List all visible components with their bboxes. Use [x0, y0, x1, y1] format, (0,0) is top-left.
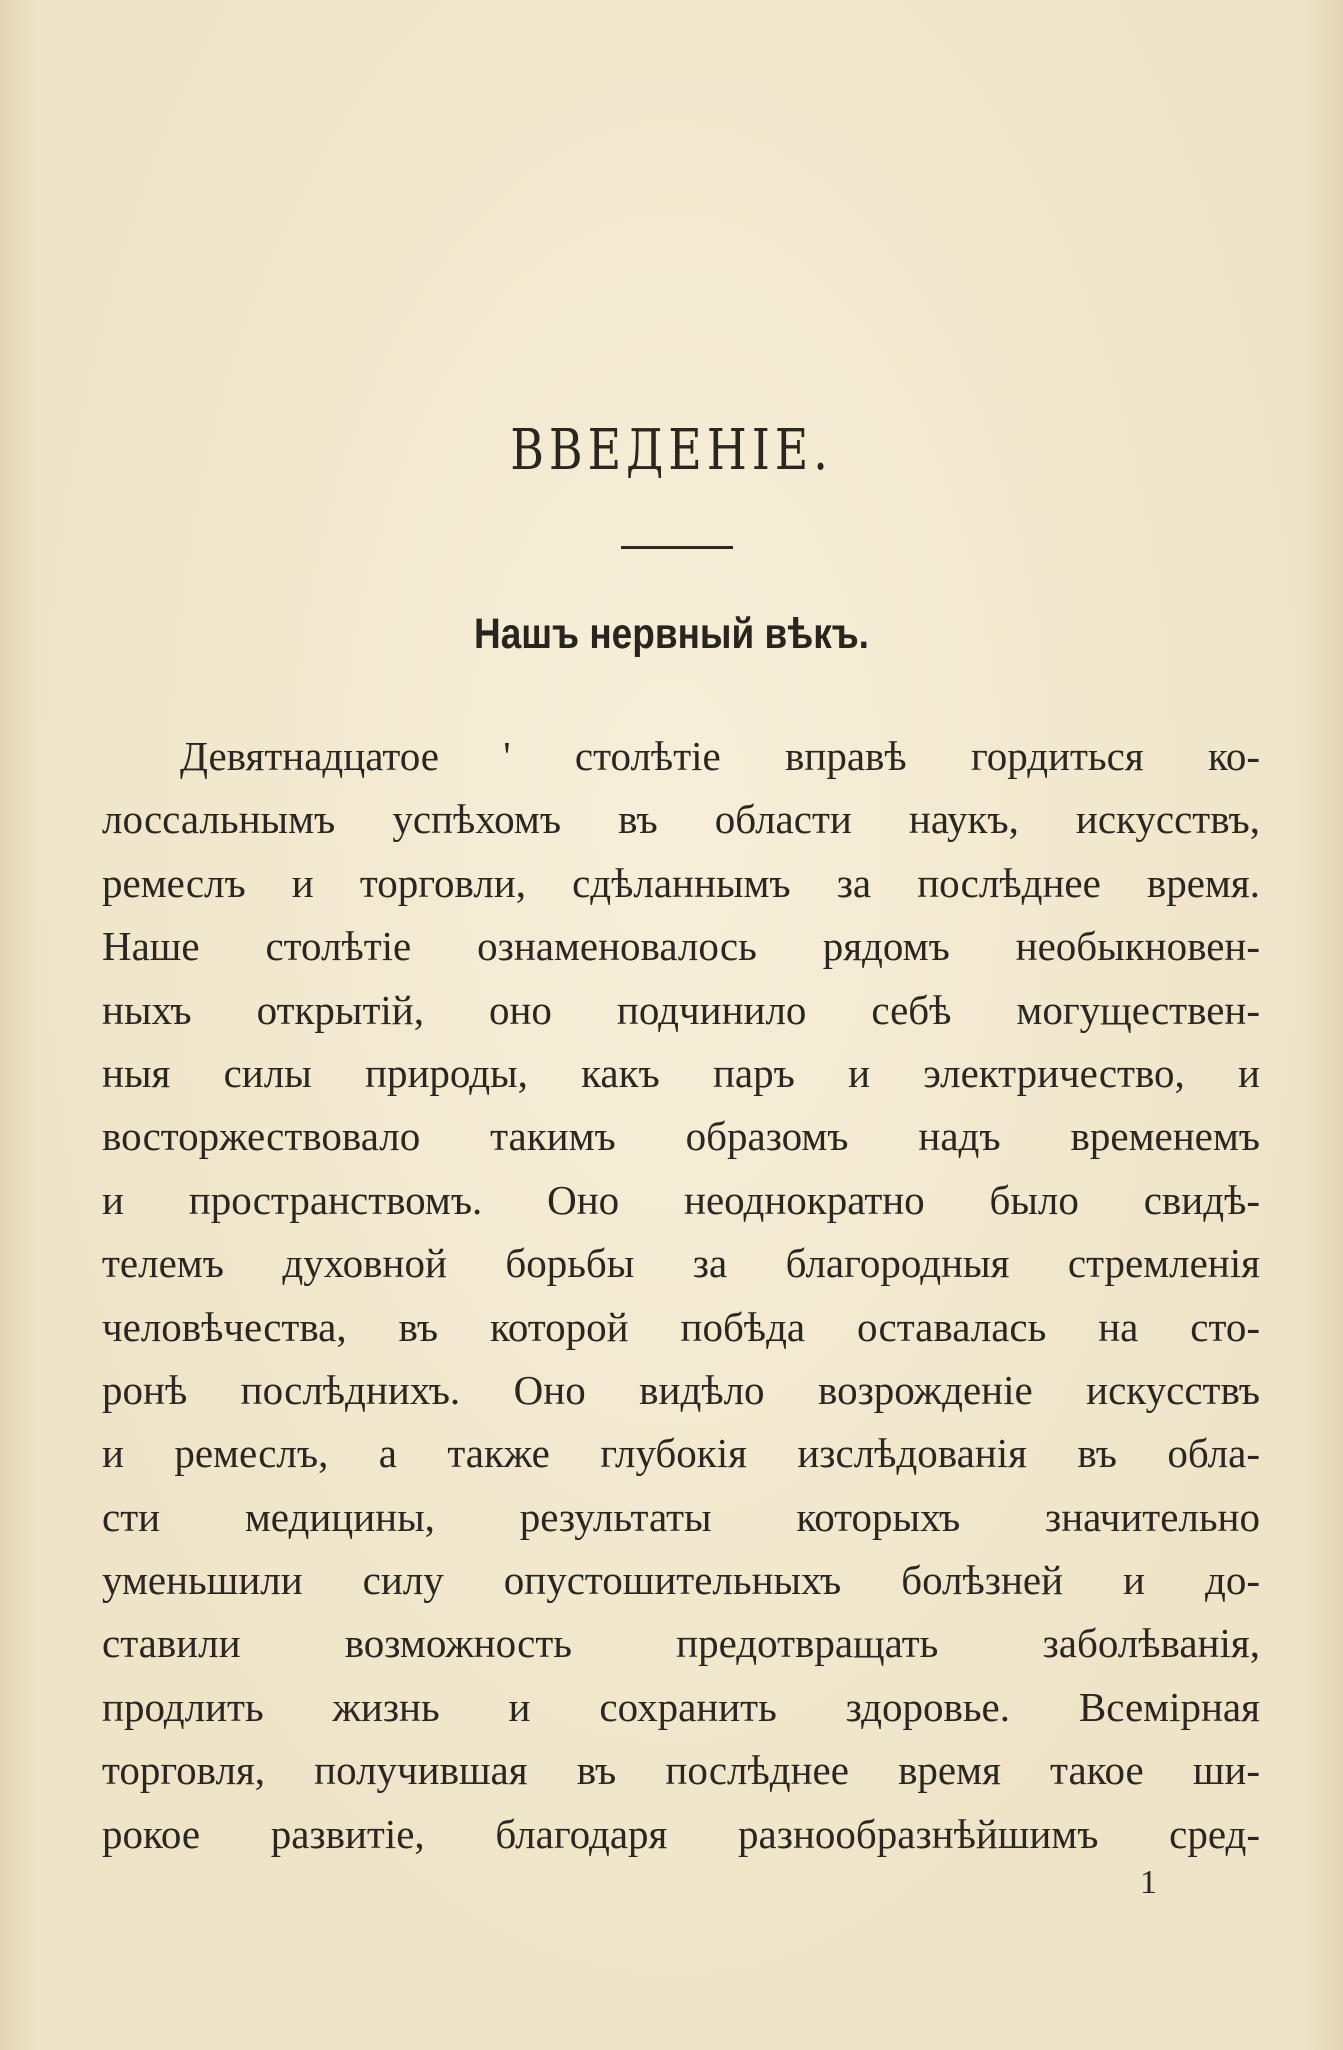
text-line: телемъ духовной борьбы за благородныя стремленія — [102, 1240, 1260, 1287]
text-line: человѣчества, въ которой побѣда оставалась на сто- — [102, 1303, 1260, 1350]
text-line: ремеслъ и торговли, сдѣланнымъ за послѣднее время. — [102, 859, 1260, 906]
page-number: 1 — [1140, 1864, 1157, 1901]
section-subheading: Нашъ нервный вѣкъ. — [474, 610, 869, 658]
text-line: рокое развитіе, благодаря разнообразнѣйшимъ сред- — [102, 1810, 1260, 1857]
text-line: и ремеслъ, а также глубокія изслѣдованія въ обла- — [102, 1430, 1260, 1477]
text-line: Наше столѣтіе ознаменовалось рядомъ необыкновен- — [102, 923, 1260, 970]
text-line: ныхъ открытій, оно подчинило себѣ могуществен- — [102, 986, 1260, 1033]
text-line: продлить жизнь и сохранить здоровье. Всемірная — [102, 1683, 1260, 1730]
chapter-heading: ВВЕДЕНІЕ. — [510, 418, 833, 483]
text-line: торговля, получившая въ послѣднее время такое ши- — [102, 1747, 1260, 1794]
text-line: ныя силы природы, какъ паръ и электричество, и — [102, 1049, 1260, 1096]
heading-divider — [621, 546, 733, 549]
body-paragraph — [102, 725, 1260, 1866]
text-line: сти медицины, результаты которыхъ значительно — [102, 1493, 1260, 1540]
text-line: лоссальнымъ успѣхомъ въ области наукъ, искусствъ, — [102, 796, 1260, 843]
text-line: уменьшили силу опустошительныхъ болѣзней и до- — [102, 1557, 1260, 1604]
text-line: Девятнадцатое ' столѣтіе вправѣ гордиться ко- — [180, 733, 1260, 779]
text-line: ронѣ послѣднихъ. Оно видѣло возрожденіе искусствъ — [102, 1366, 1260, 1413]
text-line: восторжествовало такимъ образомъ надъ временемъ — [102, 1113, 1260, 1160]
text-line: ставили возможность предотвращать заболѣванія, — [102, 1620, 1260, 1667]
text-line: и пространствомъ. Оно неоднократно было свидѣ- — [102, 1176, 1260, 1223]
